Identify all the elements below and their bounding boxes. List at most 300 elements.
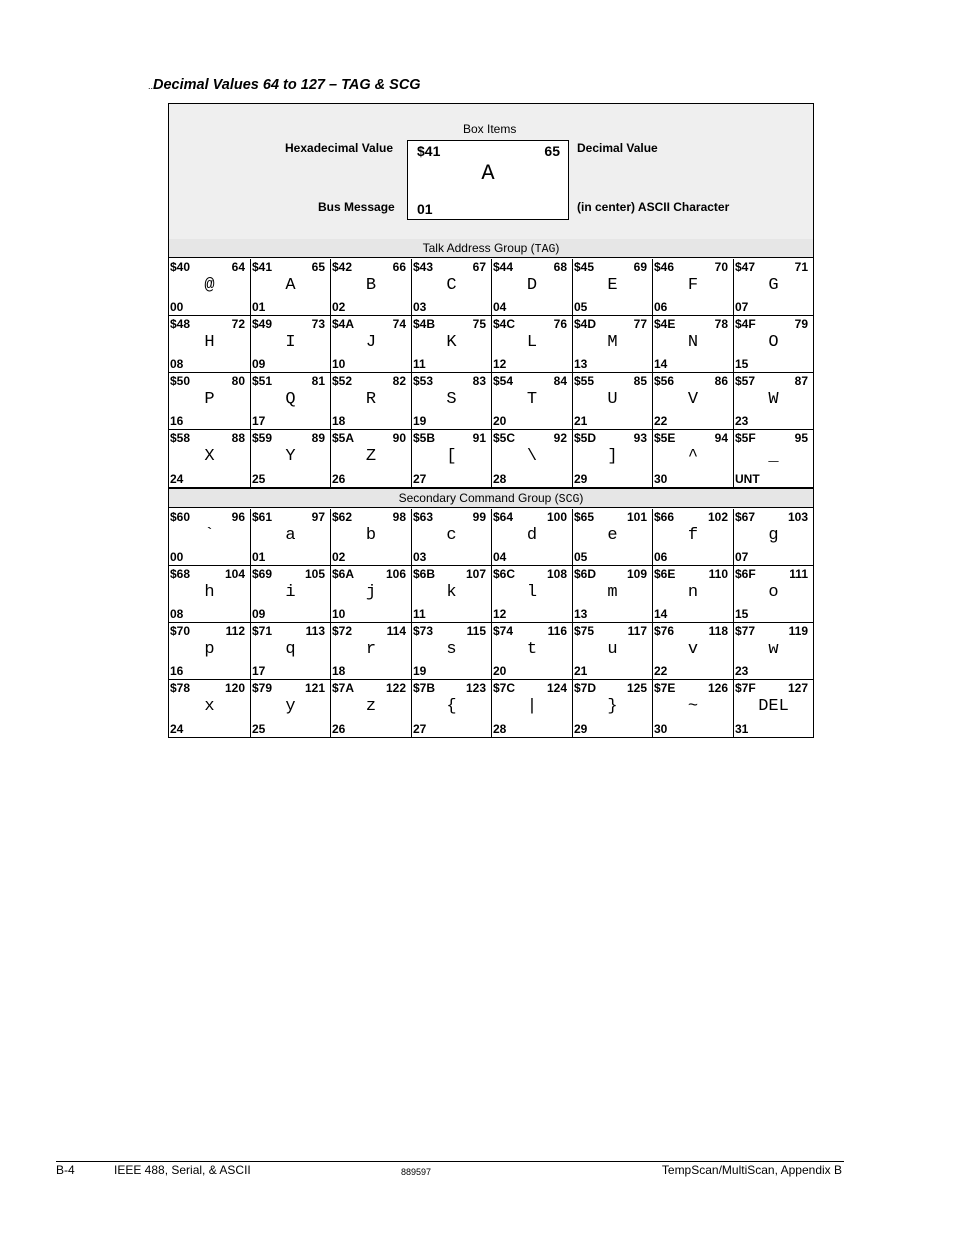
cell-bus-message: 26 [332, 472, 346, 486]
cell-character: M [607, 333, 618, 352]
cell-hex: $73 [413, 624, 434, 638]
cell-character: ^ [687, 447, 699, 466]
char-cell [411, 316, 491, 373]
cell-bus-message: 15 [735, 607, 749, 621]
cell-bus-message: 02 [332, 300, 346, 314]
cell-character: V [687, 390, 699, 409]
char-cell [169, 259, 250, 316]
cell-character: L [526, 333, 538, 352]
cell-hex: $6D [574, 567, 597, 581]
footer-doc-number: 889597 [401, 1167, 432, 1177]
cell-bus-message: 29 [574, 722, 588, 736]
cell-decimal: 66 [392, 260, 406, 274]
char-cell [733, 430, 813, 487]
cell-hex: $51 [252, 374, 273, 388]
cell-character: O [768, 333, 779, 352]
scg-grid [169, 509, 813, 737]
page-title [148, 77, 421, 93]
cell-character: A [285, 276, 296, 295]
cell-hex: $7C [493, 681, 516, 695]
cell-hex: $7E [654, 681, 676, 695]
cell-character: W [768, 390, 779, 409]
cell-character: | [526, 697, 538, 716]
cell-bus-message: 29 [574, 472, 588, 486]
cell-bus-message: 10 [332, 607, 346, 621]
cell-bus-message: 03 [413, 300, 427, 314]
cell-hex: $5B [413, 431, 436, 445]
title-prefix: .. [148, 81, 154, 91]
cell-bus-message: 10 [332, 357, 346, 371]
legend-char-label: (in center) ASCII Character [577, 200, 730, 214]
cell-decimal: 87 [794, 374, 808, 388]
cell-bus-message: 04 [493, 550, 507, 564]
cell-character: p [204, 640, 215, 659]
char-cell [169, 430, 250, 487]
char-cell [733, 259, 813, 316]
cell-decimal: 100 [546, 510, 567, 524]
cell-decimal: 79 [794, 317, 808, 331]
cell-decimal: 114 [386, 624, 406, 638]
cell-decimal: 127 [787, 681, 808, 695]
char-cell [411, 680, 491, 737]
cell-decimal: 102 [707, 510, 728, 524]
cell-character: h [204, 583, 215, 602]
cell-bus-message: 22 [654, 664, 668, 678]
char-cell [250, 430, 330, 487]
cell-character: l [526, 583, 538, 602]
char-cell [411, 430, 491, 487]
cell-bus-message: 24 [170, 722, 184, 736]
cell-decimal: 83 [472, 374, 486, 388]
legend-panel [169, 104, 813, 240]
cell-bus-message: 02 [332, 550, 346, 564]
cell-character: e [607, 526, 618, 545]
cell-hex: $6A [332, 567, 355, 581]
cell-character: X [204, 447, 215, 466]
cell-hex: $60 [170, 510, 191, 524]
cell-hex: $5E [654, 431, 676, 445]
char-cell [491, 566, 572, 623]
cell-character: w [768, 640, 779, 659]
cell-decimal: 77 [633, 317, 647, 331]
cell-character: q [285, 640, 296, 659]
cell-hex: $76 [654, 624, 675, 638]
cell-bus-message: 07 [735, 300, 749, 314]
char-cell [169, 680, 250, 737]
cell-decimal: 121 [304, 681, 325, 695]
cell-decimal: 91 [472, 431, 486, 445]
char-cell [733, 509, 813, 566]
cell-character: k [446, 583, 457, 602]
cell-decimal: 90 [392, 431, 406, 445]
cell-decimal: 95 [794, 431, 808, 445]
cell-hex: $71 [252, 624, 273, 638]
cell-character: u [607, 640, 618, 659]
footer-rule [56, 1161, 844, 1162]
cell-decimal: 89 [311, 431, 325, 445]
cell-decimal: 101 [626, 510, 647, 524]
char-cell [733, 680, 813, 737]
sample-bus: 01 [417, 201, 433, 217]
cell-character: B [365, 276, 377, 295]
cell-bus-message: 01 [252, 550, 266, 564]
char-cell [652, 316, 733, 373]
cell-hex: $4C [493, 317, 516, 331]
cell-character: S [446, 390, 457, 409]
cell-bus-message: 21 [574, 414, 588, 428]
char-cell [572, 373, 652, 430]
char-cell [411, 566, 491, 623]
legend-dec-label: Decimal Value [577, 141, 658, 155]
cell-bus-message: 11 [413, 357, 426, 371]
legend-sample-box [407, 140, 569, 220]
cell-hex: $43 [413, 260, 434, 274]
char-cell [572, 566, 652, 623]
cell-hex: $79 [252, 681, 273, 695]
cell-decimal: 94 [714, 431, 728, 445]
char-cell [491, 259, 572, 316]
cell-hex: $45 [574, 260, 595, 274]
cell-bus-message: 26 [332, 722, 346, 736]
cell-character: g [768, 526, 779, 545]
cell-character: x [204, 697, 215, 716]
cell-hex: $7D [574, 681, 597, 695]
cell-character: ] [607, 447, 618, 466]
cell-character: n [687, 583, 699, 602]
cell-bus-message: 08 [170, 607, 184, 621]
cell-bus-message: 27 [413, 722, 427, 736]
char-cell [250, 373, 330, 430]
cell-decimal: 107 [465, 567, 486, 581]
cell-bus-message: 13 [574, 607, 588, 621]
cell-character: { [446, 697, 457, 716]
char-cell [169, 373, 250, 430]
cell-hex: $75 [574, 624, 595, 638]
cell-character: m [607, 583, 618, 602]
section-title-abbr: SCG [558, 493, 580, 506]
cell-hex: $52 [332, 374, 353, 388]
cell-decimal: 126 [707, 681, 728, 695]
cell-hex: $42 [332, 260, 353, 274]
cell-hex: $5F [735, 431, 756, 445]
cell-character: D [526, 276, 538, 295]
cell-character: \ [526, 447, 538, 466]
cell-decimal: 86 [714, 374, 728, 388]
cell-character: Y [285, 447, 296, 466]
cell-character: b [365, 526, 377, 545]
cell-decimal: 122 [385, 681, 406, 695]
cell-decimal: 98 [392, 510, 406, 524]
cell-hex: $67 [735, 510, 756, 524]
cell-decimal: 113 [305, 624, 325, 638]
char-cell [652, 373, 733, 430]
cell-hex: $4D [574, 317, 597, 331]
cell-decimal: 117 [627, 624, 647, 638]
cell-hex: $7F [735, 681, 756, 695]
cell-hex: $72 [332, 624, 353, 638]
cell-bus-message: 23 [735, 414, 749, 428]
char-cell [733, 373, 813, 430]
cell-hex: $66 [654, 510, 675, 524]
char-cell [169, 566, 250, 623]
legend-bus-label: Bus Message [318, 200, 395, 214]
char-cell [652, 430, 733, 487]
cell-hex: $70 [170, 624, 191, 638]
footer-manual-title: TempScan/MultiScan, Appendix B [661, 1163, 842, 1177]
char-cell [572, 316, 652, 373]
cell-character: H [204, 333, 215, 352]
cell-hex: $4F [735, 317, 756, 331]
cell-decimal: 97 [311, 510, 325, 524]
char-cell [250, 509, 330, 566]
cell-decimal: 108 [546, 567, 567, 581]
cell-decimal: 115 [466, 624, 486, 638]
footer-page-number: B-4 [56, 1163, 75, 1177]
cell-character: y [285, 697, 296, 716]
cell-bus-message: 14 [654, 607, 668, 621]
cell-hex: $68 [170, 567, 191, 581]
cell-character: N [687, 333, 699, 352]
char-cell [652, 509, 733, 566]
cell-hex: $53 [413, 374, 434, 388]
cell-decimal: 124 [546, 681, 567, 695]
cell-bus-message: 00 [170, 550, 184, 564]
cell-decimal: 92 [553, 431, 567, 445]
cell-hex: $77 [735, 624, 756, 638]
legend-caption: Box Items [463, 122, 517, 136]
cell-decimal: 69 [633, 260, 647, 274]
cell-character: d [526, 526, 538, 545]
cell-hex: $78 [170, 681, 191, 695]
char-cell [652, 680, 733, 737]
cell-bus-message: 16 [170, 664, 184, 678]
cell-character: I [285, 333, 296, 352]
cell-character: f [687, 526, 699, 545]
cell-bus-message: 01 [252, 300, 266, 314]
cell-bus-message: 11 [413, 607, 426, 621]
cell-bus-message: 28 [493, 722, 507, 736]
cell-bus-message: 18 [332, 414, 346, 428]
cell-hex: $6F [735, 567, 756, 581]
char-cell [330, 430, 411, 487]
cell-character: U [607, 390, 618, 409]
cell-bus-message: 12 [493, 357, 507, 371]
cell-bus-message: 25 [252, 472, 266, 486]
cell-hex: $5A [332, 431, 355, 445]
cell-character: G [768, 276, 779, 295]
section-title-prefix: Secondary Command Group ( [398, 491, 559, 505]
cell-character: C [446, 276, 457, 295]
cell-character: v [687, 640, 699, 659]
cell-character: E [607, 276, 618, 295]
cell-hex: $6B [413, 567, 436, 581]
cell-character: P [204, 390, 215, 409]
cell-character: F [687, 276, 699, 295]
char-cell [491, 623, 572, 680]
char-cell [491, 680, 572, 737]
cell-bus-message: 04 [493, 300, 507, 314]
cell-hex: $74 [493, 624, 514, 638]
cell-bus-message: 08 [170, 357, 184, 371]
char-cell [330, 623, 411, 680]
cell-character: i [285, 583, 296, 602]
cell-bus-message: 16 [170, 414, 184, 428]
cell-decimal: 82 [392, 374, 406, 388]
cell-character: _ [768, 447, 779, 466]
cell-hex: $40 [170, 260, 191, 274]
char-cell [169, 509, 250, 566]
cell-hex: $5C [493, 431, 516, 445]
cell-character: ~ [687, 697, 699, 716]
char-cell [250, 566, 330, 623]
cell-decimal: 74 [392, 317, 406, 331]
cell-hex: $5D [574, 431, 597, 445]
cell-decimal: 110 [708, 567, 728, 581]
char-cell [652, 623, 733, 680]
cell-bus-message: 09 [252, 357, 266, 371]
cell-decimal: 72 [231, 317, 245, 331]
title-text: Decimal Values 64 to 127 – TAG & SCG [153, 77, 421, 93]
cell-bus-message: 23 [735, 664, 749, 678]
char-cell [330, 316, 411, 373]
cell-decimal: 80 [231, 374, 245, 388]
cell-character: ` [204, 526, 215, 545]
cell-character: r [365, 640, 377, 659]
cell-hex: $58 [170, 431, 191, 445]
cell-decimal: 103 [787, 510, 808, 524]
cell-character: Q [285, 390, 296, 409]
cell-hex: $48 [170, 317, 191, 331]
cell-hex: $4E [654, 317, 676, 331]
char-cell [572, 259, 652, 316]
sample-dec: 65 [544, 143, 560, 159]
cell-hex: $64 [493, 510, 514, 524]
cell-bus-message: 24 [170, 472, 184, 486]
cell-bus-message: 06 [654, 300, 668, 314]
cell-decimal: 99 [472, 510, 486, 524]
cell-bus-message: 06 [654, 550, 668, 564]
sample-char: A [481, 161, 495, 186]
cell-decimal: 76 [553, 317, 567, 331]
cell-hex: $61 [252, 510, 273, 524]
char-cell [491, 509, 572, 566]
cell-character: J [365, 333, 377, 352]
cell-hex: $63 [413, 510, 434, 524]
cell-bus-message: 07 [735, 550, 749, 564]
cell-bus-message: 31 [735, 722, 749, 736]
cell-character: @ [204, 276, 215, 295]
cell-decimal: 75 [472, 317, 486, 331]
cell-decimal: 119 [788, 624, 808, 638]
char-cell [411, 373, 491, 430]
char-cell [572, 680, 652, 737]
cell-decimal: 96 [231, 510, 245, 524]
cell-character: } [607, 697, 618, 716]
cell-bus-message: 30 [654, 472, 668, 486]
cell-bus-message: 00 [170, 300, 184, 314]
char-cell [250, 259, 330, 316]
char-cell [733, 316, 813, 373]
cell-bus-message: 05 [574, 550, 588, 564]
cell-hex: $7A [332, 681, 355, 695]
char-cell [330, 509, 411, 566]
cell-hex: $41 [252, 260, 273, 274]
cell-decimal: 116 [547, 624, 567, 638]
cell-bus-message: 18 [332, 664, 346, 678]
cell-bus-message: 05 [574, 300, 588, 314]
cell-bus-message: 21 [574, 664, 588, 678]
tag-grid [169, 259, 813, 488]
cell-decimal: 120 [224, 681, 245, 695]
char-cell [169, 316, 250, 373]
cell-decimal: 71 [794, 260, 808, 274]
char-cell [491, 430, 572, 487]
section-title-suffix: ) [579, 491, 584, 505]
cell-character: K [446, 333, 457, 352]
cell-character: R [365, 390, 377, 409]
cell-bus-message: 20 [493, 414, 507, 428]
cell-decimal: 73 [311, 317, 325, 331]
cell-character: o [768, 583, 779, 602]
section-heading-scg [169, 489, 813, 508]
cell-decimal: 125 [626, 681, 647, 695]
char-cell [411, 259, 491, 316]
cell-character: s [446, 640, 457, 659]
cell-hex: $46 [654, 260, 675, 274]
cell-bus-message: UNT [735, 472, 760, 486]
cell-bus-message: 13 [574, 357, 588, 371]
cell-decimal: 118 [708, 624, 728, 638]
cell-decimal: 106 [385, 567, 406, 581]
cell-character: z [365, 697, 377, 716]
cell-bus-message: 03 [413, 550, 427, 564]
cell-hex: $47 [735, 260, 756, 274]
cell-decimal: 105 [304, 567, 325, 581]
cell-bus-message: 14 [654, 357, 668, 371]
cell-decimal: 104 [224, 567, 245, 581]
cell-bus-message: 28 [493, 472, 507, 486]
cell-decimal: 67 [472, 260, 486, 274]
cell-hex: $7B [413, 681, 436, 695]
cell-character: Z [365, 447, 377, 466]
cell-hex: $55 [574, 374, 595, 388]
char-cell [411, 623, 491, 680]
cell-hex: $56 [654, 374, 675, 388]
cell-decimal: 123 [465, 681, 486, 695]
char-cell [250, 623, 330, 680]
cell-hex: $69 [252, 567, 273, 581]
cell-character: j [365, 583, 377, 602]
cell-bus-message: 15 [735, 357, 749, 371]
cell-hex: $6C [493, 567, 516, 581]
cell-character: T [526, 390, 538, 409]
cell-bus-message: 19 [413, 664, 427, 678]
cell-hex: $44 [493, 260, 514, 274]
cell-decimal: 78 [714, 317, 728, 331]
cell-character: DEL [758, 697, 789, 716]
cell-character: t [526, 640, 538, 659]
char-cell [572, 623, 652, 680]
cell-decimal: 112 [225, 624, 245, 638]
cell-decimal: 64 [231, 260, 245, 274]
char-cell [411, 509, 491, 566]
cell-decimal: 109 [626, 567, 647, 581]
cell-bus-message: 19 [413, 414, 427, 428]
char-cell [572, 509, 652, 566]
char-cell [491, 373, 572, 430]
cell-bus-message: 09 [252, 607, 266, 621]
cell-hex: $65 [574, 510, 595, 524]
